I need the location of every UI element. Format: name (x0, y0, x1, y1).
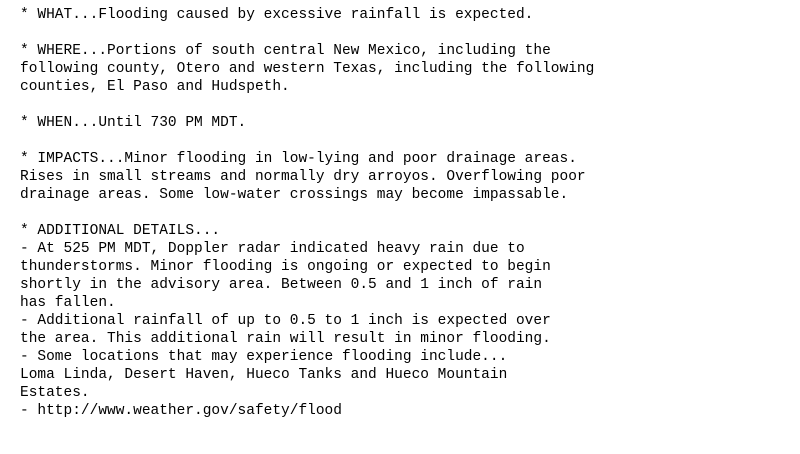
where-line-cont: following county, Otero and western Texas, including the following (20, 61, 595, 77)
details-radar-line-cont: thunderstorms. Minor flooding is ongoing or expected to begin (20, 259, 551, 275)
details-locations-list: Loma Linda, Desert Haven, Hueco Tanks and Hueco Mountain (20, 367, 508, 383)
details-radar-line: - At 525 PM MDT, Doppler radar indicated heavy rain due to (20, 241, 525, 257)
details-radar-line-cont: shortly in the advisory area. Between 0.5 and 1 inch of rain (20, 277, 543, 293)
details-locations-list-cont: Estates. (20, 385, 90, 401)
details-radar-line-cont: has fallen. (20, 295, 116, 311)
details-rainfall-line-cont: the area. This additional rain will result in minor flooding. (20, 331, 551, 347)
impacts-line-cont: drainage areas. Some low-water crossings may become impassable. (20, 187, 569, 203)
blank-line (20, 24, 790, 42)
when-line: * WHEN...Until 730 PM MDT. (20, 115, 247, 131)
additional-details-heading: * ADDITIONAL DETAILS... (20, 223, 221, 239)
advisory-text-document (20, 6, 790, 420)
safety-link-line: - http://www.weather.gov/safety/flood (20, 403, 342, 419)
blank-line (20, 96, 790, 114)
impacts-line-cont: Rises in small streams and normally dry arroyos. Overflowing poor (20, 169, 586, 185)
blank-line (20, 204, 790, 222)
details-rainfall-line: - Additional rainfall of up to 0.5 to 1 inch is expected over (20, 313, 551, 329)
where-line: * WHERE...Portions of south central New Mexico, including the (20, 43, 551, 59)
details-locations-line: - Some locations that may experience flooding include... (20, 349, 508, 365)
blank-line (20, 132, 790, 150)
where-line-cont: counties, El Paso and Hudspeth. (20, 79, 290, 95)
what-line: * WHAT...Flooding caused by excessive rainfall is expected. (20, 7, 534, 23)
impacts-line: * IMPACTS...Minor flooding in low-lying and poor drainage areas. (20, 151, 577, 167)
